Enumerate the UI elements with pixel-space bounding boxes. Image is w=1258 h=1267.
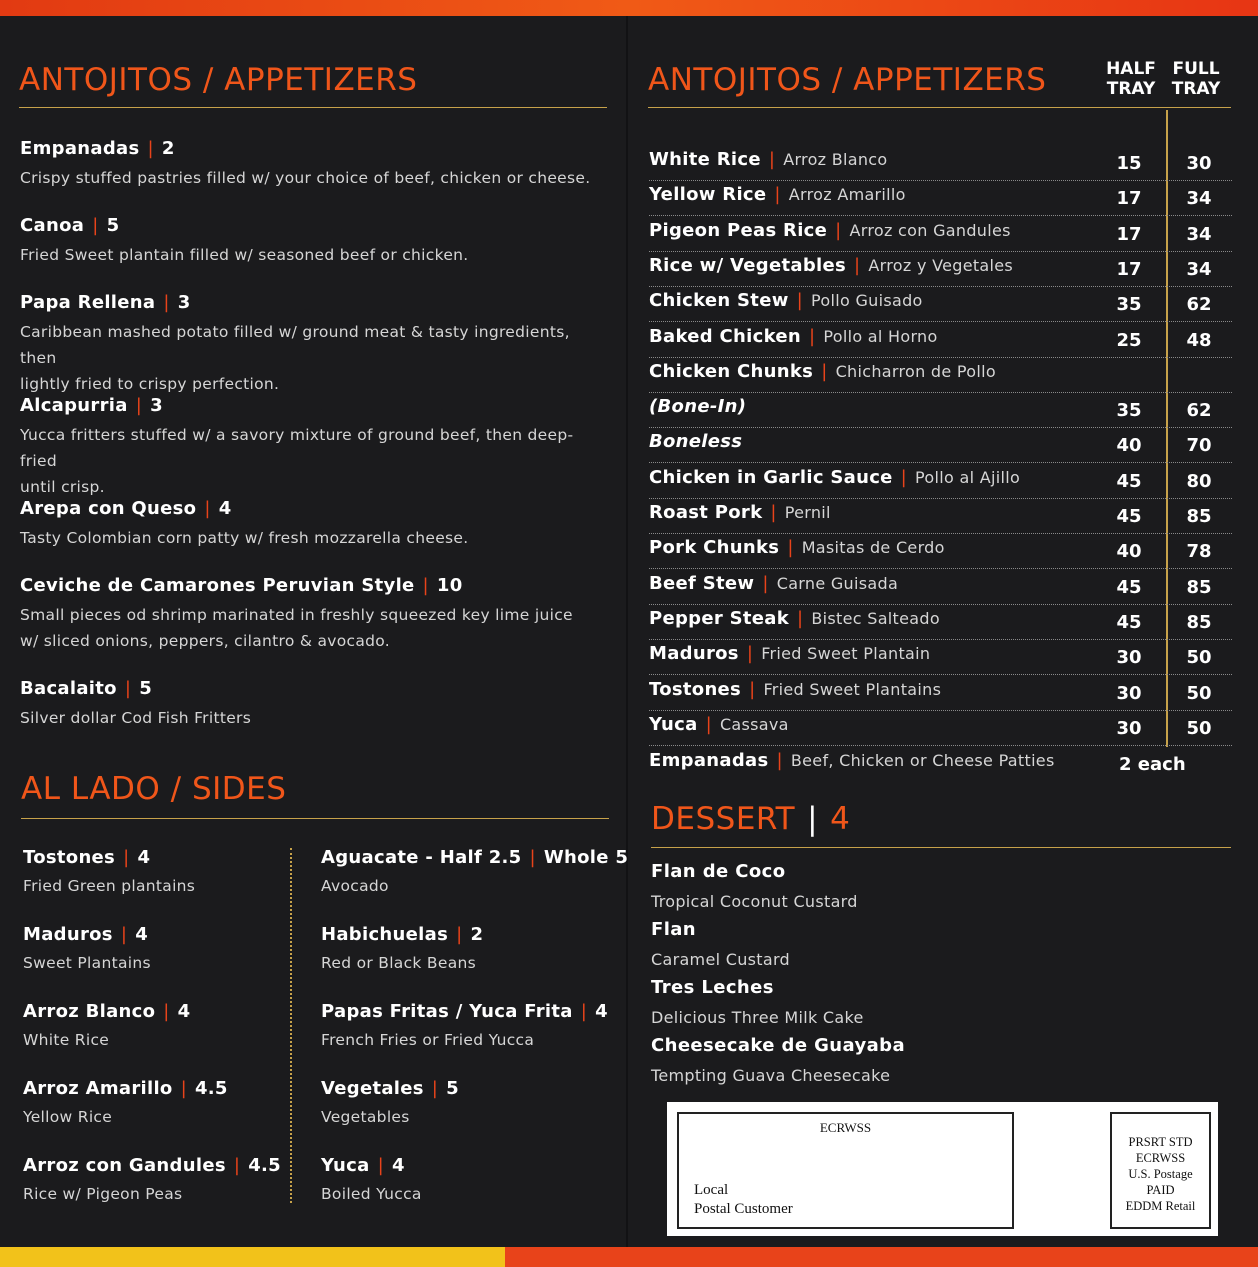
tray-item-name: Empanadas | Beef, Chicken or Cheese Patties xyxy=(649,750,1055,771)
tray-row xyxy=(649,357,1232,393)
page-fold xyxy=(626,16,628,1247)
full-tray-price: 85 xyxy=(1186,576,1212,598)
half-tray-price: 15 xyxy=(1116,153,1142,174)
dessert-description: Delicious Three Milk Cake xyxy=(651,1008,864,1027)
side-name: Arroz con Gandules | 4.5 xyxy=(23,1155,282,1176)
bottom-red-band xyxy=(505,1247,1258,1267)
side-description: Fried Green plantains xyxy=(23,877,196,895)
tray-row xyxy=(649,569,1232,605)
recipient: Local Postal Customer xyxy=(694,1182,793,1217)
side-description: Rice w/ Pigeon Peas xyxy=(23,1185,183,1203)
appetizer-name: Arepa con Queso | 4 xyxy=(20,498,232,519)
appetizer-description: Small pieces od shrimp marinated in freshly squeezed key lime juice w/ sliced onions, peppers, cilantro & avocado. xyxy=(20,606,573,650)
tray-item-spanish: Masitas de Cerdo xyxy=(801,538,945,558)
appetizer-name: Alcapurria | 3 xyxy=(20,395,163,416)
top-color-band xyxy=(0,0,1258,16)
tray-item-spanish: Pollo al Horno xyxy=(823,326,938,346)
tray-item-name: Baked Chicken | Pollo al Horno xyxy=(649,325,938,347)
side-item xyxy=(23,847,195,899)
side-price: 4.5 xyxy=(194,1078,228,1099)
appetizer-item xyxy=(20,678,610,731)
full-tray-price: 50 xyxy=(1186,647,1212,669)
half-tray-price: 45 xyxy=(1116,470,1142,492)
tray-item-name: Yellow Rice | Arroz Amarillo xyxy=(649,184,906,206)
tray-row xyxy=(649,639,1232,675)
tray-row xyxy=(649,463,1232,499)
appetizer-item xyxy=(20,215,610,268)
tray-item-name: Rice w/ Vegetables | Arroz y Vegetales xyxy=(649,254,1014,276)
sides-column-divider xyxy=(290,848,292,1203)
appetizer-item xyxy=(20,498,610,551)
side-description: French Fries or Fried Yucca xyxy=(321,1031,535,1049)
tray-item-price: 2 each xyxy=(1119,754,1186,775)
side-item xyxy=(321,1155,422,1207)
tray-row xyxy=(649,604,1232,640)
appetizer-name: Empanadas | 2 xyxy=(20,138,175,159)
dessert-name: Flan de Coco xyxy=(651,861,786,882)
bottom-yellow-band xyxy=(0,1247,505,1267)
tray-item-spanish: Arroz con Gandules xyxy=(849,220,1011,240)
dessert-rule xyxy=(651,847,1231,848)
side-name: Habichuelas | 2 xyxy=(321,924,484,945)
side-price: 5 xyxy=(446,1078,459,1099)
side-item xyxy=(23,1155,281,1207)
tray-item-name: White Rice | Arroz Blanco xyxy=(649,149,888,170)
side-name: Maduros | 4 xyxy=(23,924,149,945)
half-tray-price: 30 xyxy=(1116,647,1142,669)
appetizer-description: Caribbean mashed potato filled w/ ground meat & tasty ingredients, then lightly fried to crispy perfection. xyxy=(20,323,570,393)
tray-row xyxy=(649,498,1232,534)
tray-item-name: Chicken Chunks | Chicharron de Pollo xyxy=(649,360,996,382)
side-price: 4 xyxy=(137,847,151,868)
side-item xyxy=(321,924,483,976)
tray-item-name: Pigeon Peas Rice | Arroz con Gandules xyxy=(649,219,1011,241)
sides-heading: AL LADO / SIDES xyxy=(21,771,287,807)
half-tray-price: 45 xyxy=(1116,611,1142,633)
side-name: Tostones | 4 xyxy=(23,847,151,868)
side-description: Boiled Yucca xyxy=(321,1185,422,1203)
tray-item-spanish: Pollo al Ajillo xyxy=(915,467,1021,487)
half-tray-price: 40 xyxy=(1116,541,1142,563)
side-price: 4 xyxy=(135,924,149,945)
tray-row xyxy=(649,180,1232,216)
tray-item-name: Roast Pork | Pernil xyxy=(649,502,831,523)
full-tray-price: 62 xyxy=(1186,400,1212,422)
tray-item-spanish: Cassava xyxy=(719,714,789,734)
half-tray-price: 35 xyxy=(1116,294,1142,316)
full-tray-price: 30 xyxy=(1186,153,1212,174)
appetizer-name: Ceviche de Camarones Peruvian Style | 10 xyxy=(20,575,463,596)
tray-row xyxy=(649,427,1232,463)
tray-item-spanish: Pollo Guisado xyxy=(811,291,923,311)
appetizer-price: 3 xyxy=(150,395,163,416)
mailing-label xyxy=(667,1102,1218,1236)
trays-heading: ANTOJITOS / APPETIZERS xyxy=(648,62,1047,98)
side-price: 4 xyxy=(391,1155,405,1176)
half-tray-price: 45 xyxy=(1116,506,1142,527)
dessert-description: Tropical Coconut Custard xyxy=(651,892,858,911)
side-description: Sweet Plantains xyxy=(23,954,151,972)
trays-rule xyxy=(648,107,1231,108)
full-tray-price: 34 xyxy=(1186,258,1212,280)
appetizer-item xyxy=(20,292,610,397)
side-price: 4 xyxy=(595,1001,608,1022)
side-description: White Rice xyxy=(23,1031,110,1049)
appetizer-price: 3 xyxy=(177,292,191,313)
side-price: 2 xyxy=(470,924,484,945)
half-tray-price: 17 xyxy=(1116,258,1142,280)
tray-row xyxy=(649,322,1232,358)
appetizer-name: Papa Rellena | 3 xyxy=(20,292,191,313)
side-description: Avocado xyxy=(321,877,389,895)
half-tray-price: 17 xyxy=(1116,223,1142,245)
full-tray-price: 78 xyxy=(1186,541,1212,563)
tray-item-spanish: Pernil xyxy=(784,503,831,522)
appetizer-name: Bacalaito | 5 xyxy=(20,678,153,699)
side-item xyxy=(321,1078,459,1130)
full-tray-header: FULL TRAY xyxy=(1171,59,1221,99)
tray-row xyxy=(649,251,1232,287)
tray-item-name: Chicken Stew | Pollo Guisado xyxy=(649,290,923,312)
tray-row xyxy=(649,675,1232,711)
appetizer-name: Canoa | 5 xyxy=(20,215,120,236)
appetizer-item xyxy=(20,395,610,500)
tray-item-name: Maduros | Fried Sweet Plantain xyxy=(649,643,931,665)
sides-rule xyxy=(21,818,609,819)
tray-item-spanish: Fried Sweet Plantains xyxy=(763,679,942,699)
tray-item-name: Pepper Steak | Bistec Salteado xyxy=(649,607,940,629)
appetizer-description: Yucca fritters stuffed w/ a savory mixture of ground beef, then deep-fried until crisp. xyxy=(20,426,574,496)
side-price: Whole 5 xyxy=(543,847,629,868)
dessert-heading: DESSERT | 4 xyxy=(651,801,851,837)
appetizer-description: Crispy stuffed pastries filled w/ your choice of beef, chicken or cheese. xyxy=(20,169,591,187)
dessert-name: Tres Leches xyxy=(651,977,774,998)
full-tray-price: 34 xyxy=(1186,223,1212,245)
side-item xyxy=(321,1001,608,1053)
tray-item-spanish: Bistec Salteado xyxy=(811,608,940,628)
side-price: 4 xyxy=(177,1001,191,1022)
tray-item-name: Pork Chunks | Masitas de Cerdo xyxy=(649,537,945,559)
tray-item-name: Chicken in Garlic Sauce | Pollo al Ajillo xyxy=(649,466,1021,488)
full-tray-price: 70 xyxy=(1186,435,1212,457)
appetizer-description: Fried Sweet plantain filled w/ seasoned beef or chicken. xyxy=(20,246,469,264)
tray-item-spanish: Arroz Amarillo xyxy=(788,185,906,205)
half-tray-price: 35 xyxy=(1116,400,1142,422)
full-tray-price: 48 xyxy=(1186,329,1212,351)
dessert-name: Cheesecake de Guayaba xyxy=(651,1035,905,1056)
full-tray-price: 62 xyxy=(1186,294,1212,316)
full-tray-price: 85 xyxy=(1186,611,1212,633)
tray-row xyxy=(649,533,1232,569)
ecrwss-text: ECRWSS xyxy=(819,1120,872,1135)
side-name: Aguacate - Half 2.5 | Whole 5 xyxy=(321,847,629,868)
tray-row-empanadas xyxy=(649,746,1232,781)
half-tray-price: 17 xyxy=(1116,188,1142,210)
side-name: Yuca | 4 xyxy=(321,1155,405,1176)
side-item xyxy=(23,1001,190,1053)
side-name: Papas Fritas / Yuca Frita | 4 xyxy=(321,1001,608,1022)
tray-item-spanish: Fried Sweet Plantain xyxy=(761,644,931,664)
full-tray-price: 50 xyxy=(1186,717,1212,739)
postage-indicia: PRSRT STD ECRWSS U.S. Postage PAID EDDM Retail xyxy=(1110,1112,1211,1229)
tray-row xyxy=(649,145,1232,181)
side-name: Arroz Amarillo | 4.5 xyxy=(23,1078,228,1099)
tray-item-spanish: Arroz y Vegetales xyxy=(868,255,1014,275)
tray-item-name: Yuca | Cassava xyxy=(649,713,789,735)
full-tray-price: 34 xyxy=(1186,188,1212,210)
half-tray-price: 45 xyxy=(1116,576,1142,598)
appetizer-price: 5 xyxy=(106,215,120,236)
appetizers-rule xyxy=(19,107,607,108)
tray-item-name: (Bone-In) xyxy=(649,396,747,418)
half-tray-price: 30 xyxy=(1116,717,1142,739)
appetizer-item xyxy=(20,138,610,191)
full-tray-price: 85 xyxy=(1186,506,1212,527)
full-tray-price: 50 xyxy=(1186,682,1212,704)
tray-item-name: Boneless xyxy=(649,431,743,453)
tray-item-spanish: Arroz Blanco xyxy=(783,150,888,169)
appetizer-price: 10 xyxy=(436,575,463,596)
side-item xyxy=(23,924,151,976)
appetizer-price: 5 xyxy=(139,678,153,699)
half-tray-price: 25 xyxy=(1116,329,1142,351)
half-tray-price: 40 xyxy=(1116,435,1142,457)
half-tray-price: 30 xyxy=(1116,682,1142,704)
side-price: 4.5 xyxy=(248,1155,282,1176)
side-item xyxy=(321,847,628,899)
appetizers-heading: ANTOJITOS / APPETIZERS xyxy=(19,62,418,98)
side-description: Red or Black Beans xyxy=(321,954,476,972)
appetizer-price: 2 xyxy=(161,138,175,159)
tray-item-name: Tostones | Fried Sweet Plantains xyxy=(649,678,942,700)
appetizer-price: 4 xyxy=(218,498,232,519)
side-name: Vegetales | 5 xyxy=(321,1078,459,1099)
side-description: Yellow Rice xyxy=(23,1108,113,1126)
side-item xyxy=(23,1078,228,1130)
appetizer-description: Tasty Colombian corn patty w/ fresh mozzarella cheese. xyxy=(20,529,469,547)
tray-item-spanish: Chicharron de Pollo xyxy=(835,361,996,381)
tray-item-spanish: Carne Guisada xyxy=(776,573,899,593)
tray-row xyxy=(649,216,1232,252)
dessert-description: Tempting Guava Cheesecake xyxy=(651,1066,891,1085)
appetizer-description: Silver dollar Cod Fish Fritters xyxy=(20,709,252,727)
tray-item-name: Beef Stew | Carne Guisada xyxy=(649,572,899,594)
full-tray-price: 80 xyxy=(1186,470,1212,492)
tray-row xyxy=(649,392,1232,428)
address-box xyxy=(677,1112,1014,1229)
dessert-description: Caramel Custard xyxy=(651,950,790,969)
tray-row xyxy=(649,286,1232,322)
tray-row xyxy=(649,710,1232,746)
half-tray-header: HALF TRAY xyxy=(1106,59,1156,99)
appetizer-item xyxy=(20,575,610,654)
side-name: Arroz Blanco | 4 xyxy=(23,1001,191,1022)
side-description: Vegetables xyxy=(321,1108,410,1126)
dessert-name: Flan xyxy=(651,919,697,940)
